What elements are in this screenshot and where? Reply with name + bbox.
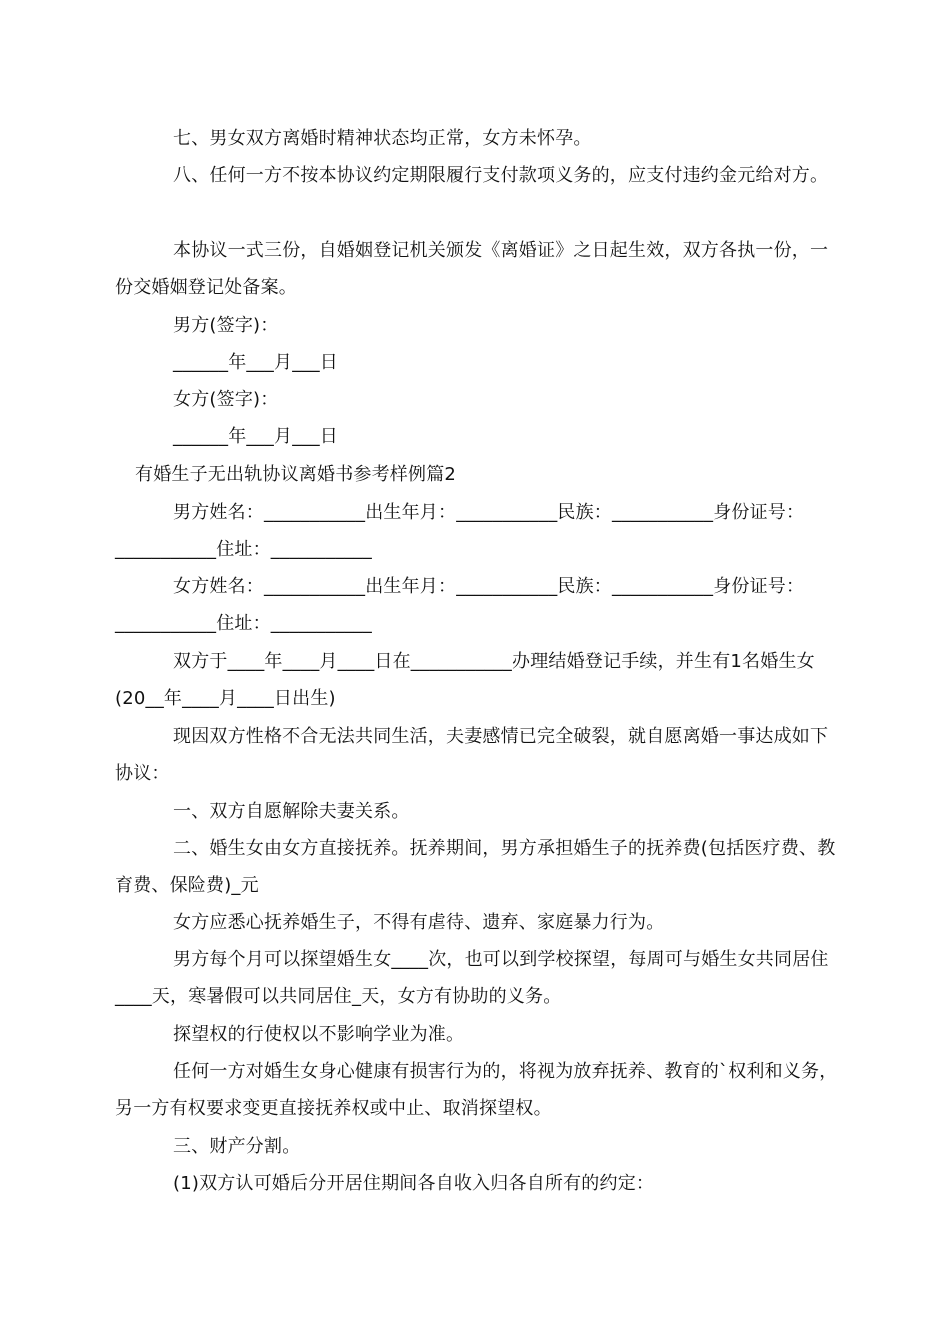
divorce-reason: 现因双方性格不合无法共同生活，夫妻感情已完全破裂，就自愿离婚一事达成如下协议： <box>115 726 829 784</box>
section-heading: 有婚生子无出轨协议离婚书参考样例篇2 <box>135 464 457 485</box>
custody-duty: 女方应悉心抚养婚生子，不得有虐待、遗弃、家庭暴力行为。 <box>173 912 665 933</box>
clause-two: 二、婚生女由女方直接抚养。抚养期间，男方承担婚生子的抚养费(包括医疗费、教育费、保险费)_元 <box>115 838 836 896</box>
male-info: 男方姓名：___________出生年月：___________民族：___________身份证号：___________住址：___________ <box>115 502 805 560</box>
clause-eight: 八、任何一方不按本协议约定期限履行支付款项义务的，应支付违约金元给对方。 <box>173 165 829 186</box>
male-signature-date: ______年___月___日 <box>173 352 338 373</box>
female-signature-date: ______年___月___日 <box>173 426 338 447</box>
clause-three: 三、财产分割。 <box>173 1136 301 1157</box>
clause-one: 一、双方自愿解除夫妻关系。 <box>173 801 410 822</box>
property-item-one: (1)双方认可婚后分开居住期间各自收入归各自所有的约定： <box>173 1173 655 1194</box>
visitation-terms: 男方每个月可以探望婚生女____次，也可以到学校探望，每周可与婚生女共同居住____天，寒暑假可以共同居住_天，女方有协助的义务。 <box>115 949 829 1007</box>
clause-seven: 七、男女双方离婚时精神状态均正常，女方未怀孕。 <box>173 128 592 149</box>
female-signature-label: 女方(签字)： <box>173 389 279 410</box>
male-signature-label: 男方(签字)： <box>173 315 279 336</box>
copies-clause: 本协议一式三份，自婚姻登记机关颁发《离婚证》之日起生效，双方各执一份，一份交婚姻登记处备案。 <box>115 240 829 298</box>
female-info: 女方姓名：___________出生年月：___________民族：___________身份证号：___________住址：___________ <box>115 576 805 634</box>
harm-clause: 任何一方对婚生女身心健康有损害行为的，将视为放弃抚养、教育的`权利和义务，另一方有权要求变更直接抚养权或中止、取消探望权。 <box>115 1061 838 1119</box>
visitation-limit: 探望权的行使权以不影响学业为准。 <box>173 1024 465 1045</box>
marriage-registration: 双方于____年____月____日在___________办理结婚登记手续，并生有1名婚生女(20__年____月____日出生) <box>115 651 815 709</box>
